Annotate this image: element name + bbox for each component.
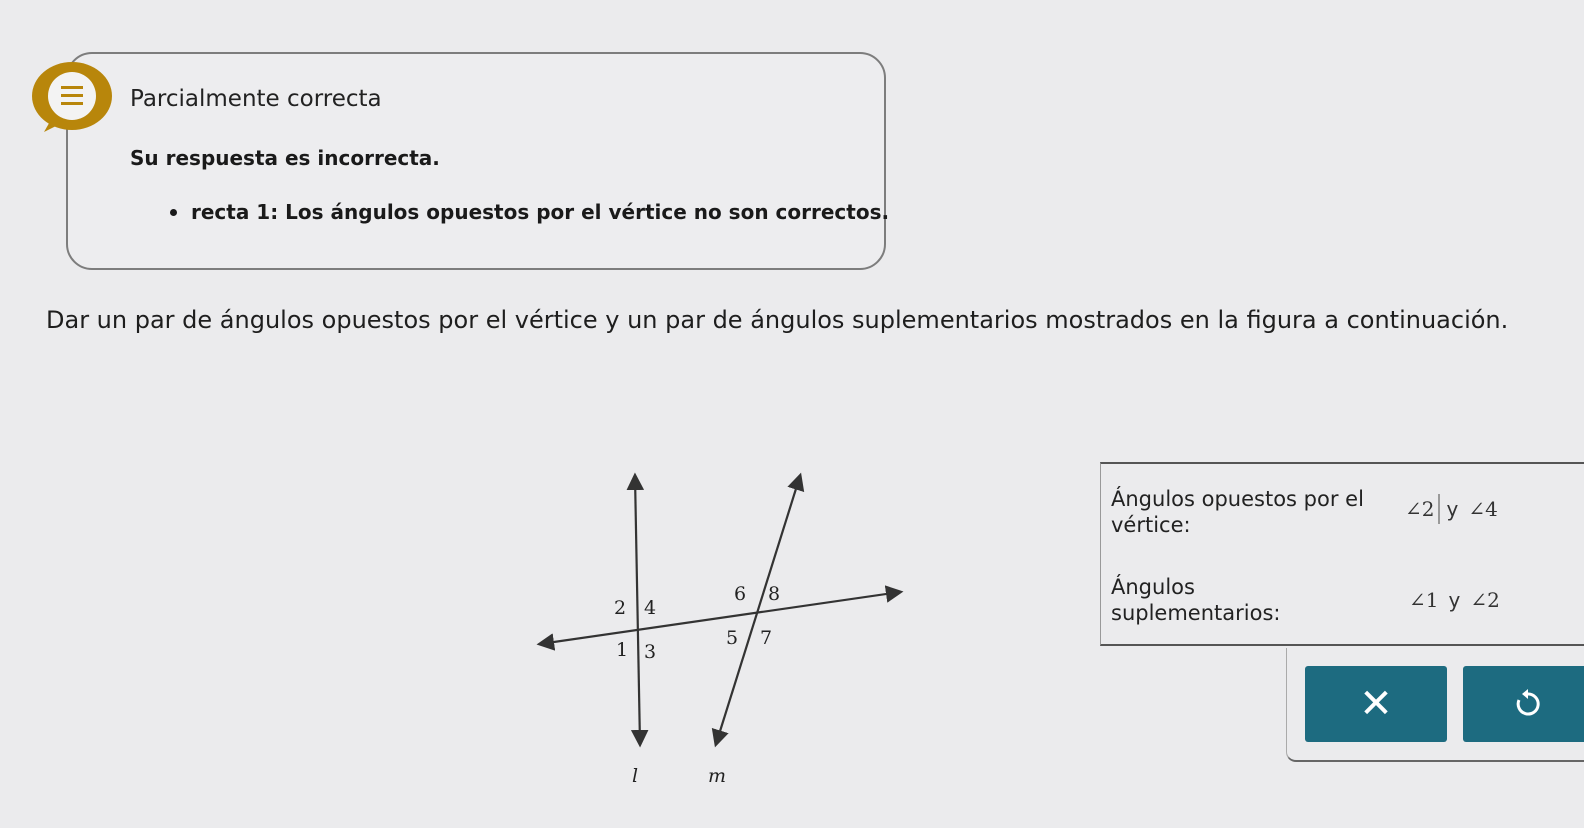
clear-button[interactable] [1305, 666, 1447, 742]
supplementary-angle-second[interactable]: ∠2 [1470, 588, 1500, 612]
supplementary-angles-label [1111, 574, 1391, 626]
angle-label-7: 7 [760, 627, 773, 649]
answer-panel [1100, 462, 1584, 646]
angle-label-2: 2 [614, 597, 627, 619]
feedback-speech-icon [30, 60, 114, 134]
line-label-l: l [632, 765, 639, 787]
supplementary-conjunction: y [1448, 588, 1461, 612]
feedback-bullet [170, 200, 889, 224]
supplementary-angle-first[interactable]: ∠1 [1409, 588, 1439, 612]
vertical-angles-answer[interactable] [1405, 494, 1498, 524]
reset-button[interactable] [1463, 666, 1584, 742]
text-cursor [1438, 494, 1440, 524]
geometry-figure [520, 460, 920, 790]
question-text: Dar un par de ángulos opuestos por el vértice y un par de ángulos suplementarios mostrados en la figura a continuación. [46, 306, 1509, 334]
supplementary-angles-label-line2: suplementarios: [1111, 601, 1281, 625]
bullet-dot [170, 209, 177, 216]
vertical-angle-first[interactable]: ∠2 [1405, 497, 1435, 521]
supplementary-angles-label-line1: Ángulos [1111, 575, 1195, 599]
line-l [635, 476, 640, 744]
supplementary-angles-answer[interactable] [1409, 588, 1500, 612]
close-icon: ✕ [1359, 681, 1393, 727]
feedback-status: Parcialmente correcta [130, 86, 382, 112]
reset-icon [1513, 689, 1543, 719]
vertical-angle-second[interactable]: ∠4 [1468, 497, 1498, 521]
line-m [716, 476, 800, 744]
vertical-angles-label [1111, 486, 1391, 538]
transversal-line [540, 592, 900, 644]
vertical-angles-label-line2: vértice: [1111, 513, 1191, 537]
angle-label-6: 6 [734, 583, 747, 605]
angle-label-1: 1 [616, 639, 629, 661]
action-buttons [1286, 648, 1584, 762]
line-label-m: m [708, 765, 727, 787]
angle-label-4: 4 [644, 597, 657, 619]
feedback-message: Su respuesta es incorrecta. [130, 146, 440, 170]
angle-label-5: 5 [726, 627, 739, 649]
vertical-conjunction: y [1446, 497, 1459, 521]
angle-label-8: 8 [768, 583, 781, 605]
feedback-bullet-text: recta 1: Los ángulos opuestos por el vértice no son correctos. [191, 200, 890, 224]
vertical-angles-label-line1: Ángulos opuestos por el [1111, 487, 1364, 511]
angle-label-3: 3 [644, 641, 657, 663]
